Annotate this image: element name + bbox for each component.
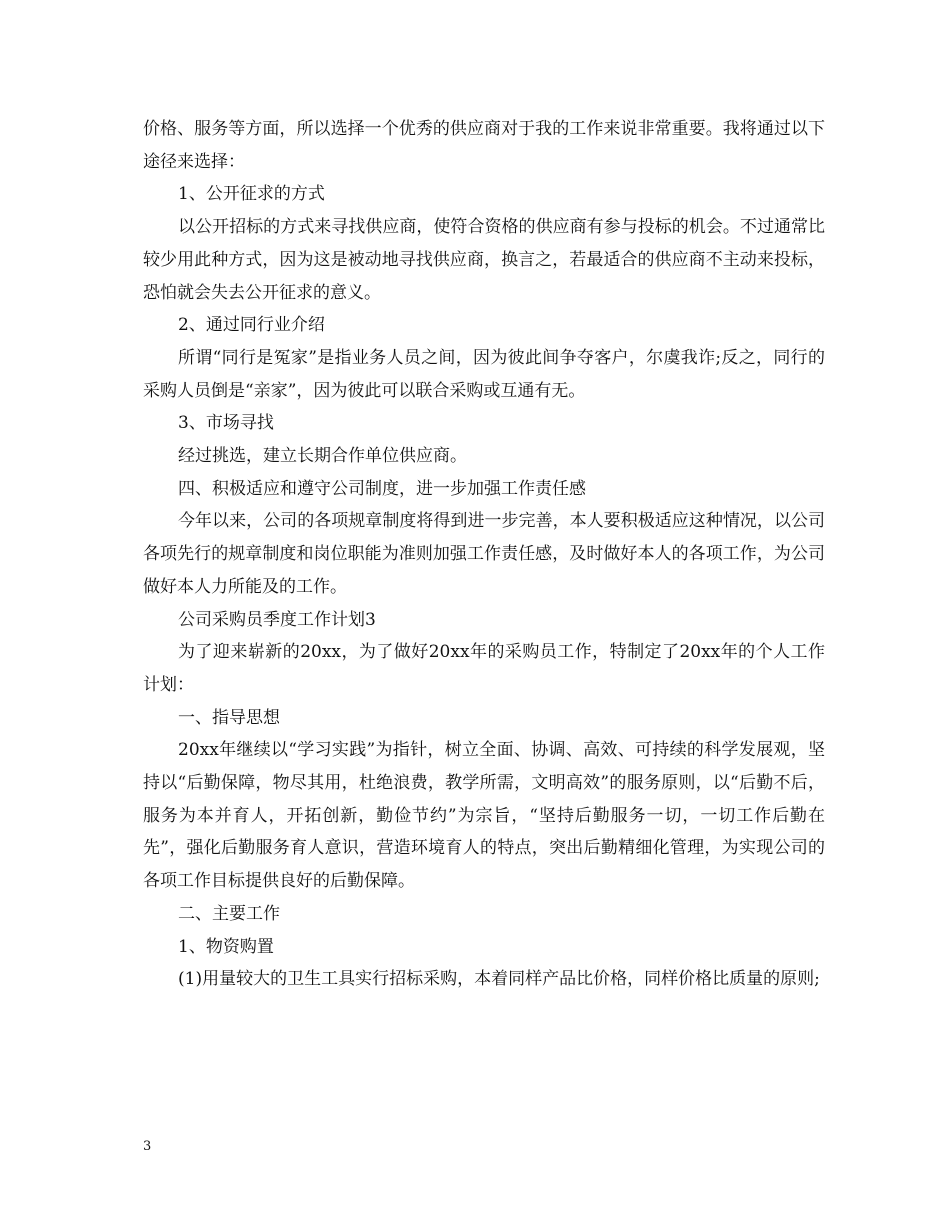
paragraph-public-solicitation: 以公开招标的方式来寻找供应商，使符合资格的供应商有参与投标的机会。不过通常比较少用此种方式，因为这是被动地寻找供应商，换言之，若最适合的供应商不主动来投标，恐怕就会失去公开征求的意义。 xyxy=(143,217,825,303)
paragraph-company-rules: 今年以来，公司的各项规章制度将得到进一步完善，本人要积极适应这种情况，以公司各项先行的规章制度和岗位职能为准则加强工作责任感，及时做好本人的各项工作，为公司做好本人力所能及的工作。 xyxy=(143,511,825,597)
heading-main-work: 二、主要工作 xyxy=(178,903,280,924)
paragraph-industry-referral: 所谓“同行是冤家”是指业务人员之间，因为彼此间争夺客户，尔虞我诈;反之，同行的采购人员倒是“亲家”，因为彼此可以联合采购或互通有无。 xyxy=(143,347,825,401)
paragraph-guiding-ideology: 20xx年继续以“学习实践”为指针，树立全面、协调、高效、可持续的科学发展观，坚持以“后勤保障，物尽其用，杜绝浪费，教学所需，文明高效”的服务原则，以“后勤不后，服务为本并育人，开拓创新，勤俭节约”为宗旨，“坚持后勤服务一切，一切工作后勤在先”，强化后勤服务育人意识，营造环境育人的特点，突出后勤精细化管理，为实现公司的各项工作目标提供良好的后勤保障。 xyxy=(143,740,825,892)
heading-public-solicitation: 1、公开征求的方式 xyxy=(178,184,325,205)
heading-market-search: 3、市场寻找 xyxy=(178,413,274,434)
heading-guiding-ideology: 一、指导思想 xyxy=(178,707,280,728)
paragraph-1: 价格、服务等方面，所以选择一个优秀的供应商对于我的工作来说非常重要。我将通过以下途径来选择： xyxy=(143,119,825,172)
heading-company-rules: 四、积极适应和遵守公司制度，进一步加强工作责任感 xyxy=(178,478,586,499)
page-number: 3 xyxy=(143,1139,152,1154)
heading-material-purchase: 1、物资购置 xyxy=(178,936,274,957)
paragraph-market-search: 经过挑选，建立长期合作单位供应商。 xyxy=(178,446,467,467)
heading-industry-referral: 2、通过同行业介绍 xyxy=(178,315,325,336)
paragraph-cleaning-tools: (1)用量较大的卫生工具实行招标采购，本着同样产品比价格，同样价格比质量的原则; xyxy=(178,969,820,990)
paragraph-plan-intro: 为了迎来崭新的20xx，为了做好20xx年的采购员工作，特制定了20xx年的个人工作计划： xyxy=(143,642,825,695)
document-body xyxy=(143,113,825,996)
section-title-plan-3: 公司采购员季度工作计划3 xyxy=(178,609,376,630)
